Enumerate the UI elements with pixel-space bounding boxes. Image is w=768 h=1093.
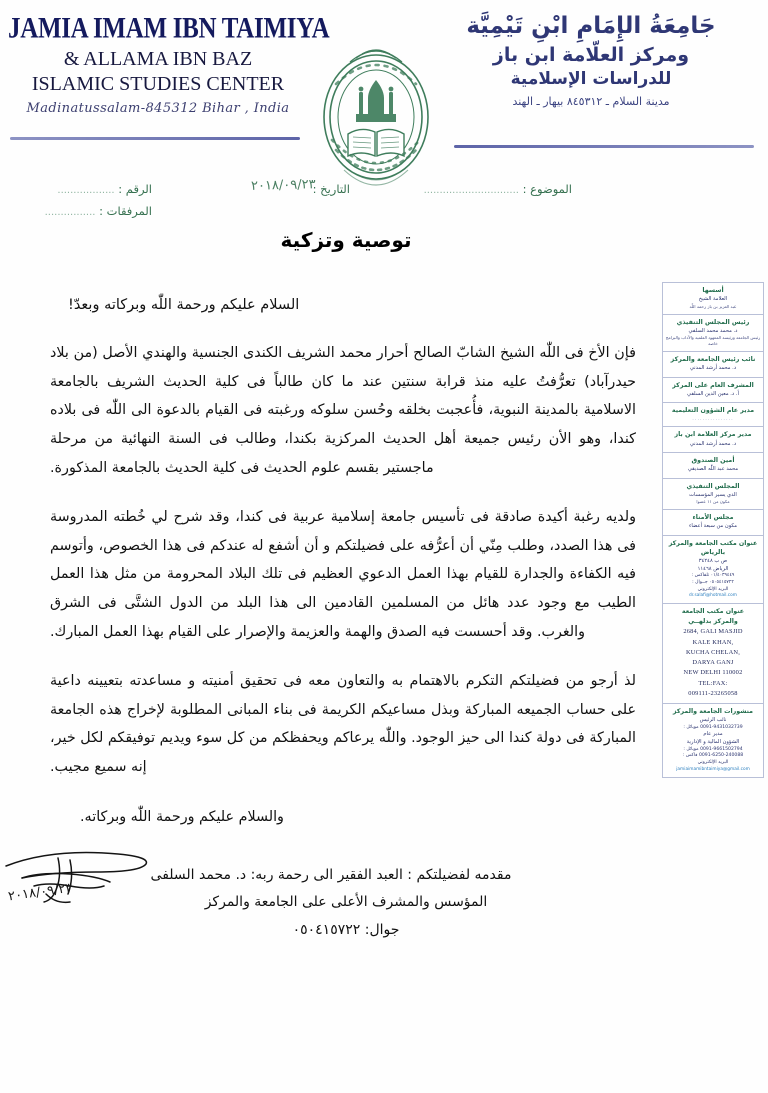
- reference-number: [57, 182, 152, 196]
- delhi-address-line2: KALE KHAN,: [692, 638, 734, 646]
- reference-subject-value: ..............................: [423, 185, 519, 196]
- sidebar-block-head: مدير مركز العلامة ابن باز: [674, 431, 752, 439]
- letterhead-english: [8, 12, 330, 117]
- reference-date-value: ٢٠١٨/٠٩/٢٣: [251, 177, 317, 194]
- reference-subject: [424, 182, 572, 196]
- reference-number-value: ..................: [57, 185, 115, 196]
- sidebar-block-center-director: [663, 427, 763, 453]
- org-name-line1: JAMIA IMAM IBN TAIMIYA: [8, 12, 330, 45]
- handwritten-date: ٢٠١٨/٠٩/٢٣: [7, 880, 74, 905]
- riyadh-po-box: ص ب ٣٤٢٤٨: [698, 558, 728, 565]
- sidebar-block-board-of-trustees: [663, 510, 763, 536]
- sidebar-block-name: د. محمد محمد السلفي: [688, 327, 738, 334]
- publications-head: منشورات الجامعة والمركز: [672, 708, 754, 716]
- sidebar-block-executive-chairman: [663, 315, 763, 352]
- letterhead-rule-left: [10, 137, 300, 140]
- riyadh-mobile-label: جــوال :: [692, 579, 708, 585]
- publications-email-value[interactable]: jamiaimamibntaimiya@gmail.com: [676, 766, 750, 772]
- reference-date: [313, 182, 350, 196]
- reference-attachments-value: ................: [44, 207, 96, 218]
- publications-mobile-1-label: موبائل :: [683, 724, 699, 730]
- org-name-arabic-line1: جَامِعَةُ الإِمَامِ ابْنِ تَيْمِيَّة: [466, 13, 716, 39]
- riyadh-office-head: عنوان مكتب الجامعة والمركز بالرياض: [668, 539, 758, 556]
- delhi-address-line3: KUCHA CHELAN,: [685, 648, 741, 656]
- signature-block: [40, 862, 652, 944]
- riyadh-telefax-value: ٠١/٤٠٣٩٤٤٩: [710, 573, 735, 579]
- letterhead-rule-right: [454, 145, 754, 148]
- riyadh-city: الرياض ١١٤٦٨: [697, 565, 729, 572]
- org-address-english: Madinatussalam-845312 Bihar , India: [26, 101, 290, 117]
- riyadh-telefax-label: تلفاكس :: [691, 573, 710, 579]
- sidebar-block-name: محمد عبد اللّٰه الصديقي: [687, 466, 739, 473]
- sidebar-block-head: مجلس الأمناء: [692, 514, 734, 522]
- sidebar-block-academic-affairs: [663, 403, 763, 427]
- sidebar-block-name: أ. د. معين الدين السلفي: [687, 390, 739, 397]
- sidebar-block-founder: [663, 283, 763, 315]
- letterhead: [0, 0, 768, 175]
- sidebar-block-treasurer: [663, 453, 763, 479]
- sidebar-block-publications-office: [663, 704, 763, 776]
- publications-fax: [665, 753, 761, 760]
- publications-mobile-2-label: موبائل :: [683, 746, 699, 752]
- reference-attachments: [45, 204, 152, 218]
- reference-line: [0, 178, 768, 226]
- reference-subject-label: الموضوع :: [522, 182, 572, 196]
- reference-date-label: التاريخ :: [312, 182, 350, 196]
- publications-role-1: نائب الرئيس: [699, 717, 727, 724]
- sidebar-block-general-supervisor: [663, 378, 763, 404]
- org-name-line2: & ALLAMA IBN BAZ: [63, 48, 253, 71]
- delhi-office-head-line2: والمركز بدلهــي: [688, 618, 738, 626]
- sidebar-block-head: المشرف العام على المركز: [672, 381, 754, 389]
- body-paragraph-1: فإن الأخ فى اللّٰه الشيخ الشابّ الصالح أحرار محمد الشريف الكندى الجنسية والهندي الأصل (من بلاد حيدرآباد) تعرُّفتُ عليه منذ قرابة سنتين عند ما كان طالباً فى كلية الحديث الشريف بالجامعة الاسلامية بالمدينة النبوية، فأُعجبت بخلقه وحُسن سلوكه ورغبته فى القيام بالدعوة الى اللّٰه فى بلاده كندا، وهو الأن رئيس جميعة أهل الحديث المركزية بكندا، وطالب فى السنة النهائية من مرحلة ماجستير بقسم علوم الحديث فى كلية الحديث بالجامعة المذكورة.: [50, 345, 636, 476]
- sidebar-block-sub: عبد العزيز بن باز رحمه اللّٰه: [689, 303, 737, 309]
- letterhead-arabic: [426, 12, 756, 109]
- sidebar-block-head: مدير عام الشؤون التعليمية: [671, 407, 755, 415]
- riyadh-email-label: البريد الإلكتروني: [697, 586, 729, 592]
- officials-sidebar: [662, 282, 764, 778]
- publications-fax-value: 0091-6250-240088: [698, 753, 744, 759]
- sidebar-block-delhi-office: [663, 604, 763, 704]
- publications-mobile-1: [665, 725, 761, 732]
- sidebar-block-sub: ................: [692, 416, 734, 423]
- publications-email-label: البريد الإلكتروني: [697, 759, 729, 765]
- sidebar-block-head: أمين الصندوق: [691, 457, 735, 465]
- riyadh-mobile-value: ٠٥٠٥٤١٥٧٢٢: [709, 579, 734, 585]
- delhi-address-line4: DARYA GANJ: [692, 659, 734, 667]
- delhi-telfax-value: 009111-23265058: [688, 689, 738, 697]
- page-title: توصية وتزكية: [280, 228, 412, 252]
- sidebar-block-name: العلامة الشيخ: [698, 296, 728, 303]
- sidebar-block-name: الذي يسير المؤسسات: [689, 491, 737, 498]
- sidebar-block-executive-council: [663, 479, 763, 511]
- letter-body: [40, 228, 652, 839]
- org-name-line3: ISLAMIC STUDIES CENTER: [31, 73, 285, 96]
- signatory-name: مقدمه لفضيلتكم : العبد الفقير الى رحمة ربه: د. محمد السلفى: [150, 867, 512, 883]
- body-paragraph-3: لذ أرجو من فضيلتكم التكرم بالاهتمام به والتعاون معه فى تحقيق أمنيته و مساعدته بتعيينه داعية على حساب الجميعه المباركة وبذل مساعيكم الكريمة فى بناء المبانى المطلوبة لإخراج هذه الجامعة المباركة فى دولة كندا الى حيز الوجود. واللّٰه يرعاكم ويحفظكم من كل سوء ويديم توفيقكم لكل خير، إنه سميع مجيب.: [50, 673, 636, 775]
- sidebar-block-name: مكون من سبعة أعضاء: [688, 523, 738, 530]
- signatory-title: المؤسس والمشرف الأعلى على الجامعة والمركز: [204, 894, 488, 911]
- signatory-mobile: جوال: ٠٥٠٤١٥٧٢٢: [292, 921, 400, 938]
- sidebar-block-sub: رئيس الجامعة ورئيسة المعهود العلمية والآداب والبرامج خاصة: [665, 335, 761, 347]
- sidebar-block-name: د. محمد أرشد المدني: [689, 440, 737, 447]
- org-name-arabic-line2: ومركز العلّامة ابن باز: [492, 43, 690, 66]
- reference-attachments-label: المرفقات :: [99, 204, 152, 218]
- sidebar-block-head: رئيس المجلس التنفيذي: [676, 318, 750, 326]
- reference-number-label: الرقم :: [118, 182, 152, 196]
- delhi-telfax-label: TEL:FAX:: [698, 679, 728, 687]
- publications-role-3: الشؤون المالية و الإدارية: [686, 739, 740, 746]
- org-name-arabic-line3: للدراسات الإسلامية: [510, 69, 672, 90]
- publications-role-2: مدير عام: [703, 731, 723, 738]
- sidebar-block-head: نائب رئيس الجامعة والمركز: [670, 355, 756, 363]
- riyadh-email-value[interactable]: dr.salafi@hotmail.com: [689, 593, 737, 599]
- sidebar-block-head: المجلس التنفيذي: [686, 482, 740, 490]
- sidebar-block-sub: مكون من ١١ عضوا: [696, 499, 730, 505]
- delhi-address-line1: 2684, GALI MASJID: [683, 628, 743, 636]
- sidebar-block-riyadh-office: [663, 536, 763, 604]
- publications-fax-label: فاكس :: [682, 753, 698, 759]
- sidebar-block-name: د. محمد أرشد المدني: [689, 365, 737, 372]
- body-paragraph-2: ولديه رغبة أكيدة صادقة فى تأسيس جامعة إسلامية عربية فى كندا، وقد شرح لي خُطته المدروسة فى هذا الصدد، وطلب مِنّي أن أعرُّفه على فضيلتكم و أن أشفع له عندكم فى هذا الخصوص، وأتوسم فيه الكفاءة والجدارة للقيام بهذا العمل الدعوي العظيم فى تلك البلاد المحرومة من مثل هذا العمل الطيب مع وجود عدد هائل من المسلمين القادمين الى هذا البلد من الدول الشتَّى فى الشرق والغرب. وقد أحسست فيه الصدق والهمة والعزيمة والإصرار على القيام بهذا العمل المبارك.: [50, 509, 636, 640]
- riyadh-mobile: [665, 580, 761, 587]
- delhi-office-head-line1: عنوان مكتب الجامعة: [681, 608, 745, 616]
- salutation: السلام عليكم ورحمة اللّٰه وبركاته وبعدّ!: [68, 297, 300, 313]
- closing-line: والسلام عليكم ورحمة اللّٰه وبركاته.: [80, 808, 284, 825]
- publications-mobile-2-value: 0091-9661502794: [700, 746, 743, 752]
- sidebar-block-vice-president: [663, 352, 763, 378]
- publications-mobile-1-value: 0091-9431032739: [700, 724, 743, 730]
- riyadh-telefax: [665, 573, 761, 580]
- org-address-arabic: مدينة السلام ـ ٨٤٥٣١٢ بيهار ـ الهند: [512, 94, 670, 108]
- sidebar-block-head: أسسها: [702, 287, 724, 294]
- delhi-address-line5: NEW DELHI 110002: [683, 669, 743, 677]
